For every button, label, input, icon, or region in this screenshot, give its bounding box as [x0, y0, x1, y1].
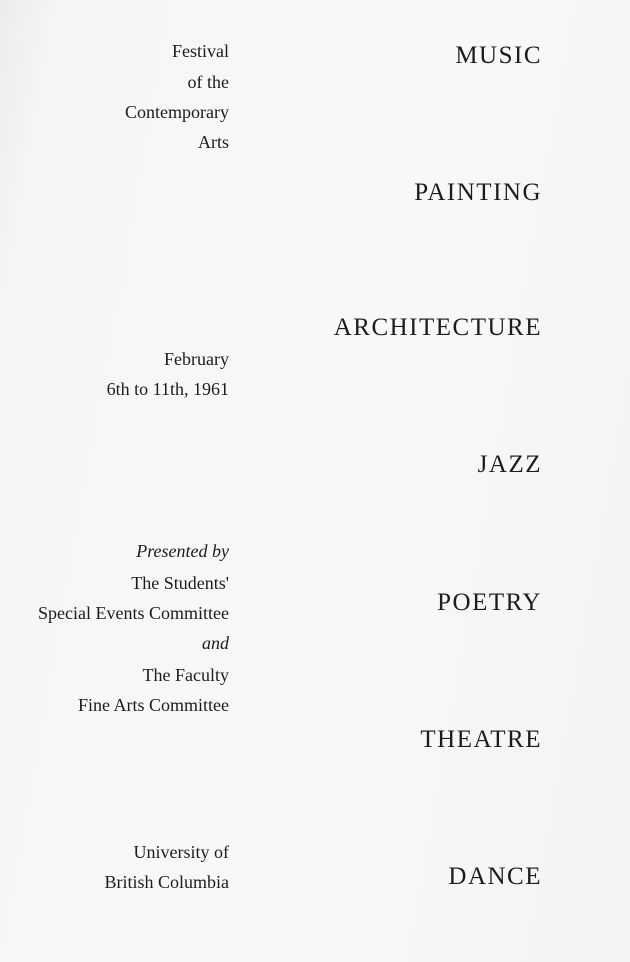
- presenter-org1-line2: Special Events Committee: [38, 603, 229, 623]
- presenter-org1-line1: The Students': [131, 573, 229, 593]
- discipline-jazz: JAZZ: [477, 451, 542, 478]
- dates-range: 6th to 11th, 1961: [106, 379, 229, 399]
- presenter-conjunction: and: [202, 633, 229, 653]
- festival-title-line: Arts: [198, 132, 229, 152]
- festival-title-line: Contemporary: [125, 102, 229, 122]
- festival-title-line: Festival: [172, 41, 229, 61]
- presented-by-label: Presented by: [136, 541, 229, 561]
- discipline-music: MUSIC: [455, 42, 542, 69]
- festival-title-line: of the: [187, 72, 229, 92]
- university-line1: University of: [133, 842, 229, 862]
- discipline-painting: PAINTING: [414, 179, 542, 206]
- discipline-dance: DANCE: [448, 863, 542, 890]
- discipline-theatre: THEATRE: [420, 726, 542, 753]
- discipline-poetry: POETRY: [437, 589, 542, 616]
- university-line2: British Columbia: [104, 872, 229, 892]
- presenter-org2-line2: Fine Arts Committee: [78, 695, 229, 715]
- presenter-org2-line1: The Faculty: [142, 665, 229, 685]
- dates-month: February: [164, 349, 229, 369]
- discipline-architecture: ARCHITECTURE: [333, 314, 542, 341]
